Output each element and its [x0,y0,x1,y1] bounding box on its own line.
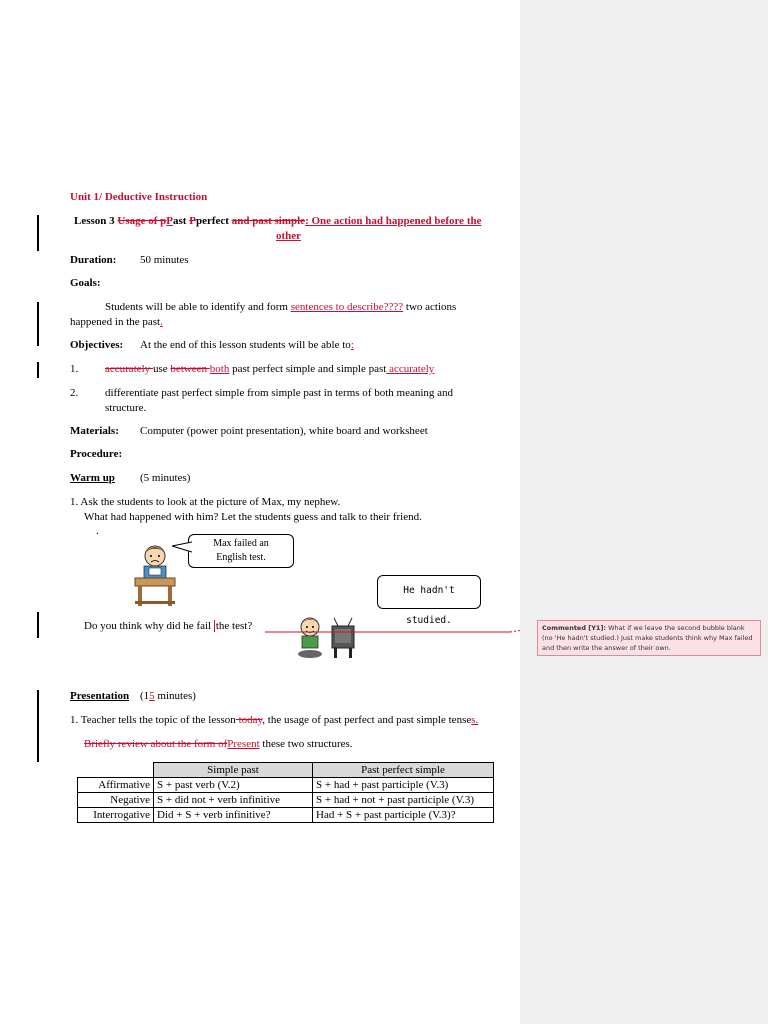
warmup-step-1-line-2: What had happened with him? Let the students guess and talk to their friend. [84,511,422,523]
objective-2-line-2: structure. [105,402,147,414]
change-bar [37,612,39,638]
materials-value: Computer (power point presentation), white board and worksheet [140,425,428,437]
change-bar [37,302,39,346]
bubble-tail-icon [170,540,192,556]
warmup-dot: . [96,525,99,537]
warmup-time: (5 minutes) [140,472,191,484]
speech-bubble-max-failed: Max failed an English test. [188,534,294,568]
table-row [78,793,494,808]
table-header-cell: Past perfect simple [313,763,494,778]
presentation-step-2: Briefly review about the form ofPresent these two structures. [84,738,353,750]
presentation-label: Presentation [70,690,130,702]
change-bar [37,690,39,762]
table-row [78,778,494,793]
warmup-label: Warm up [70,472,115,484]
table-cell: Did + S + verb infinitive? [154,808,313,823]
change-bar [37,215,39,251]
goals-line-2: happened in the past. [70,316,163,328]
table-header-row [78,763,494,778]
change-bar [37,362,39,378]
procedure-label: Procedure: [70,448,123,460]
goals-label: Goals: [70,277,101,289]
table-cell: S + past verb (V.2) [154,778,313,793]
objectives-intro: At the end of this lesson students will be able to: [140,339,354,351]
comment-text: What if we leave the second bubble blank (no 'He hadn't studied.) Just make students think why Max failed and then write the answer of their own. [542,624,753,652]
table-row [78,808,494,823]
duration-value: 50 minutes [140,254,189,266]
comments-pane [520,0,768,1024]
objective-2-line-1: differentiate past perfect simple from simple past in terms of both meaning and [105,387,454,399]
table-cell: Negative [78,793,154,808]
warmup-question: Do you think why did he fail the test? [84,620,253,632]
comment-anchor-line [265,626,540,636]
objectives-label: Objectives: [70,339,124,351]
unit-title: Unit 1/ Deductive Instruction [70,191,208,203]
table-cell: S + had + not + past participle (V.3) [313,793,494,808]
objective-1-number: 1. [70,363,79,375]
table-header-cell [78,763,154,778]
table-cell: Affirmative [78,778,154,793]
presentation-time: (15 minutes) [140,690,196,702]
comment-balloon[interactable] [537,620,761,656]
table-cell: S + had + past participle (V.3) [313,778,494,793]
goals-line-1: Students will be able to identify and form sentences to describe???? two actions [105,301,457,313]
warmup-step-1-line-1: 1. Ask the students to look at the picture of Max, my nephew. [70,496,341,508]
table-cell: Interrogative [78,808,154,823]
speech-bubble-hadnt-studied: He hadn't studied. [377,575,481,609]
presentation-step-1: 1. Teacher tells the topic of the lesson today, the usage of past perfect and past simple tenses. [70,714,479,726]
boy-watching-tv-icon [294,612,360,660]
objective-1: accurately use between both past perfect simple and simple past accurately [105,363,435,375]
materials-label: Materials: [70,425,119,437]
lesson-title: Lesson 3 Usage of pPast Pperfect and past simple: One action had happened before the [74,215,482,227]
duration-label: Duration: [70,254,117,266]
table-cell: S + did not + verb infinitive [154,793,313,808]
table-header-cell: Simple past [154,763,313,778]
objective-2-number: 2. [70,387,79,399]
lesson-title-line-2: other [276,230,302,242]
table-cell: Had + S + past participle (V.3)? [313,808,494,823]
comment-author: Commented [Y1]: [542,624,607,632]
grammar-table [77,762,494,823]
